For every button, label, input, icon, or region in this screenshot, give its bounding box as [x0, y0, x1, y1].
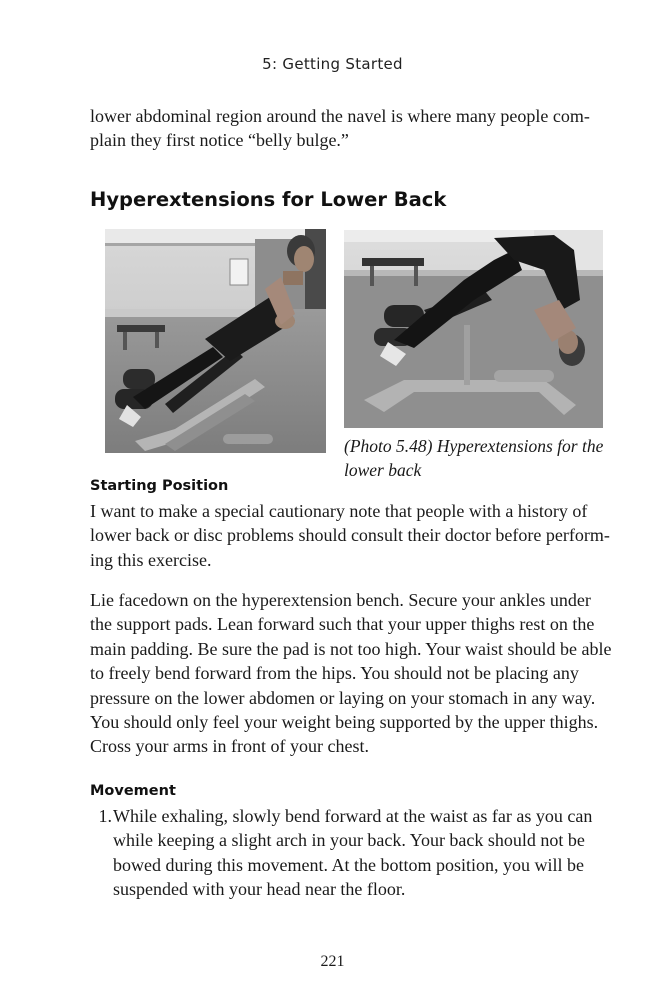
step-number: 1.: [98, 806, 112, 826]
photo-start-position: [105, 229, 326, 453]
intro-text: lower abdominal region around the navel is where many people com-plain they first notice “belly bulge.”: [90, 106, 590, 150]
page-number: 221: [320, 953, 345, 970]
movement-heading: Movement: [90, 783, 176, 799]
photo-caption: (Photo 5.48) Hyperextensions for the lower back: [344, 436, 604, 480]
section-title: Hyperextensions for Lower Back: [90, 188, 447, 211]
running-head: 5: Getting Started: [262, 55, 403, 73]
setup-paragraph: Lie facedown on the hyperextension bench. Secure your ankles under the support pads. Lean forward such that your upper thighs rest on the main padding. Be sure the pad is not too high. Your waist should be able to freely bend forward from the hips. You should not be placing any pressure on the lower abdomen or laying on your stomach in any way. You should only feel your weight being supported by the upper thighs. Cross your arms in front of your chest.: [90, 590, 612, 757]
starting-position-heading: Starting Position: [90, 478, 229, 494]
caution-paragraph: I want to make a special cautionary note that people with a history of lower back or disc problems should consult their doctor before perform-ing this exercise.: [90, 501, 610, 570]
intro-paragraph: [90, 104, 590, 152]
step-text: While exhaling, slowly bend forward at the waist as far as you can while keeping a slight arch in your back. Your back should not be bowed during this movement. At the bottom position, you will be suspended with your head near the floor.: [113, 806, 593, 900]
photo-bottom-position: [344, 230, 603, 428]
